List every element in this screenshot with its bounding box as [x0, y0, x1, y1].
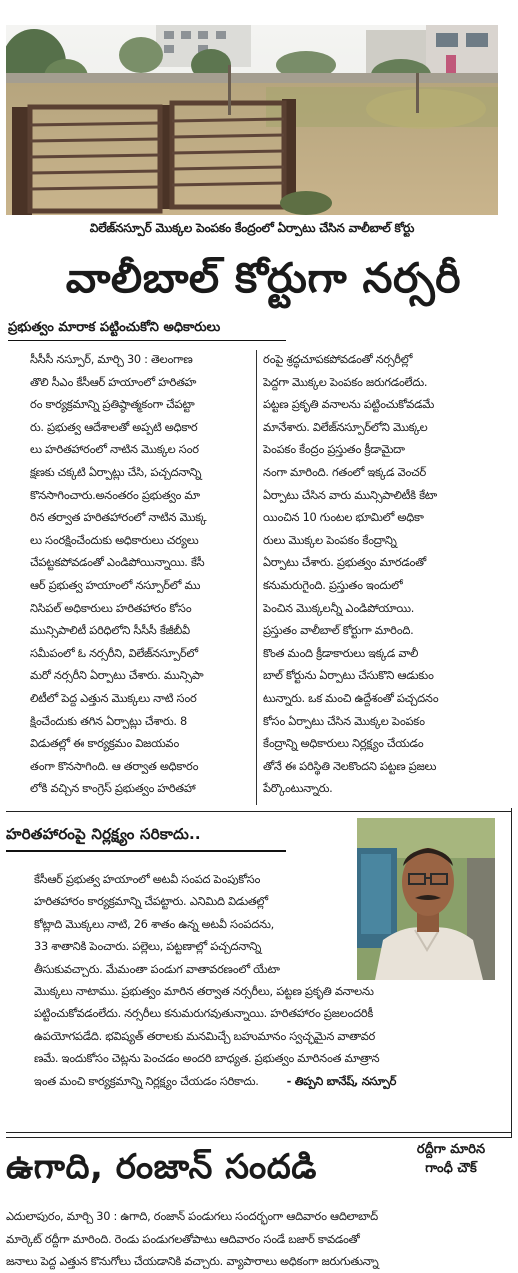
quote-line: హరితహారం కార్యక్రమాన్ని చేపట్టారు. ఎనిమిది విడుతల్లో — [34, 894, 268, 909]
article-line: టున్నారు. ఒక మంచి ఉద్దేశంతో పచ్చదనం — [263, 690, 439, 705]
quote-line — [34, 1070, 396, 1092]
photo-caption: విలేజ్‌నస్పూర్ మొక్కల పెంపకం కేంద్రంలో ఏర్పాటు చేసిన వాలీబాల్ కోర్టు — [89, 221, 415, 235]
quote-line: 33 శాతానికి పెంచారు. పల్లెలు, పట్టణాల్లో పచ్చదనాన్ని — [34, 939, 262, 954]
side-headline — [392, 1140, 510, 1178]
article-line: సీసీసీ నస్పూర్, మార్చి 30 : తెలంగాణ — [30, 352, 193, 366]
article-line: రులు మొక్కల పెంపకం కేంద్రాన్ని — [263, 532, 397, 547]
box-bottom-rule-second — [6, 1137, 511, 1138]
box-attribution: - తిప్పని బానేష్, నస్పూర్ — [286, 1073, 397, 1088]
article-line: క్షించేందుకు తగిన ఏర్పాట్లు చేశారు. 8 — [30, 713, 187, 728]
quote-line: కేసీఆర్ ప్రభుత్వ హయాంలో అటవీ సంపద పెంపుకోసం — [34, 872, 261, 886]
article-line: యించిన 10 గుంటల భూమిలో అధికా — [263, 510, 424, 525]
box-right-rule — [511, 808, 512, 1138]
second-headline: ఉగాది, రంజాన్ సందడి — [6, 1147, 317, 1187]
article-line: కొంత మంది క్రీడాకారులు ఇక్కడ వాలీ — [263, 645, 419, 660]
article-line: కేంద్రాన్ని అధికారులు నిర్లక్ష్యం చేయడం — [263, 736, 424, 751]
article-line: మున్సిపాలిటీ పరిధిలోని సీసీసీ కేజీబీవీ — [30, 623, 190, 638]
quote-line: మొక్కలు నాటాము. ప్రభుత్వం మారిన తర్వాత నర్సరీలు, పట్టణ ప్రకృతి వనాలను — [34, 983, 374, 998]
article-line: పెంపకం కేంద్రం ప్రస్తుతం క్రీడామైదా — [263, 442, 405, 457]
subheadline: ప్రభుత్వం మారాక పట్టించుకోని అధికారులు — [8, 320, 221, 335]
article-line: సమీపంలో ఓ నర్సరీని, విలేజ్‌నస్పూర్‌లో — [30, 645, 198, 660]
article-line: ఆర్ ప్రభుత్వ హయాంలో నస్పూర్‌లో ము — [30, 577, 201, 592]
box-top-rule — [6, 811, 511, 812]
article-line: కనుమరుగైంది. ప్రస్తుతం ఇందులో — [263, 577, 403, 592]
article-column-right — [263, 348, 499, 800]
article-line: పెంచిన మొక్కలన్నీ ఎండిపోయాయి. — [263, 600, 415, 615]
box-quote-text — [34, 868, 396, 1092]
nursery-volleyball-court-photo — [6, 25, 498, 215]
article-line: లిటీలో పెద్ద ఎత్తున మొక్కలు నాటి సంర — [30, 690, 197, 705]
article-line: విడుతల్లో ఈ కార్యక్రమం విజయవం — [30, 736, 180, 751]
article-line: తోనే ఈ పరిస్థితి నెలకొందని పట్టణ ప్రజలు — [263, 758, 437, 773]
article-line: పట్టణ ప్రకృతి వనాలను పట్టించుకోవడమే — [263, 397, 434, 412]
article-line: రంపై శ్రద్ధచూపకపోవడంతో నర్సరీల్లో — [263, 352, 413, 366]
article-line: మానేశారు. విలేజ్‌నస్పూర్‌లోని మొక్కల — [263, 419, 428, 434]
article-line: కోసం ఏర్పాటు చేసిన మొక్కల పెంపకం — [263, 713, 425, 728]
article-line: రం కార్యక్రమాన్ని ప్రతిష్ఠాత్మకంగా చేపట్టా — [30, 397, 195, 412]
box-bottom-rule — [6, 1132, 511, 1133]
article-line: తొలి సీఎం కేసీఆర్ హయాంలో హరితహ — [30, 374, 197, 389]
quote-line: పట్టించుకోవడంలేదు. నర్సరీలు కనుమరుగవుతున్నాయి. హరితహారం ప్రజలందరికీ — [34, 1006, 374, 1021]
article-line: మరో నర్సరీని ఏర్పాటు చేశారు. మున్సిపా — [30, 668, 204, 683]
article-line: ఏర్పాటు చేశారు. ప్రభుత్వం మారడంతో — [263, 555, 426, 570]
headline: వాలీబాల్ కోర్టుగా నర్సరీ — [65, 254, 462, 302]
article-column-left — [30, 348, 250, 800]
article-line: చేపట్టకపోవడంతో ఎండిపోయిన్నాయి. కేసీ — [30, 555, 205, 570]
article-line: నంగా మారింది. గతంలో ఇక్కడ వెంచర్ — [263, 464, 426, 479]
story-line: జనాలు పెద్ద ఎత్తున కొనుగోలు చేయడానికి వచ్చారు. వ్యాపారాలు అధికంగా జరుగుతున్నా — [6, 1254, 379, 1268]
side-headline-line1: రద్దీగా మారిన — [416, 1142, 486, 1157]
side-headline-line2: గాంధీ చౌక్ — [425, 1161, 477, 1176]
article-line: రిన తర్వాత హరితహారంలో నాటిన మొక్క — [30, 510, 207, 525]
quote-line: తీసుకువచ్చారు. మేమంతా పండుగ వాతావరణంలో యేటా — [34, 961, 280, 976]
box-heading-underline — [6, 850, 286, 852]
article-line: రు. ప్రభుత్వ ఆదేశాలతో అప్పటి అధికార — [30, 419, 198, 434]
article-line: లు సంరక్షించేందుకు అధికారులు చర్యలు — [30, 532, 199, 547]
article-line: పెద్దగా మొక్కల పెంపకం జరుగడంలేదు. — [263, 374, 428, 389]
article-line: తంగా కొనసాగింది. ఆ తర్వాత అధికారం — [30, 758, 199, 773]
article-line: కొనసాగించారు.అనంతరం ప్రభుత్వం మా — [30, 487, 200, 502]
article-line: ఏర్పాటు చేసిన వారు మున్సిపాలిటీకి కేటా — [263, 487, 437, 502]
quote-line: ఉపయోగపడేది. భవిష్యత్ తరాలకు మనమిచ్చే బహుమానం స్వచ్ఛమైన వాతావర — [34, 1028, 376, 1043]
subheadline-underline — [8, 340, 286, 341]
story-line: మార్కెట్ రద్దీగా మారింది. రెండు పండుగలతోపాటు ఆదివారం సండే బజార్ కావడంతో — [6, 1231, 360, 1246]
article-line: లు హరితహారంలో నాటిన మొక్కల సంర — [30, 442, 199, 457]
quote-last-line: ఇంత మంచి కార్యక్రమాన్ని నిర్లక్ష్యం చేయడం సరికాదు. — [34, 1073, 259, 1088]
article-line: ప్రస్తుతం వాలీబాల్ కోర్టుగా మారింది. — [263, 623, 414, 638]
article-line: బాల్ కోర్టును ఏర్పాటు చేసుకొని ఆడుకుం — [263, 668, 434, 683]
column-divider — [256, 350, 257, 805]
story-line: ఎదులాపురం, మార్చి 30 : ఉగాది, రంజాన్ పండుగలు సందర్భంగా ఆదివారం ఆదిలాబాద్ — [6, 1209, 378, 1223]
quote-line: ణమే. ఇందుకోసం చెట్లను పెంచడం అందరి బాధ్యత. ప్రభుత్వం మారినంత మాత్రాన — [34, 1051, 380, 1066]
article-line: పేర్కొంటున్నారు. — [263, 781, 333, 796]
quote-line: కోట్లాది మొక్కలు నాటి, 26 శాతం ఉన్న అటవీ సంపదను, — [34, 916, 274, 931]
second-story-body — [6, 1205, 378, 1273]
article-line: నిసిపల్ అధికారులు హరితహారం కోసం — [30, 600, 192, 615]
box-heading: హరితహారంపై నిర్లక్ష్యం సరికాదు.. — [6, 825, 201, 843]
article-line: లోకి వచ్చిన కాంగ్రెస్ ప్రభుత్వం హరితహా — [30, 781, 196, 796]
article-line: క్షణకు చక్కటి ఏర్పాట్లు చేసి, పచ్చదనాన్ని — [30, 464, 202, 479]
